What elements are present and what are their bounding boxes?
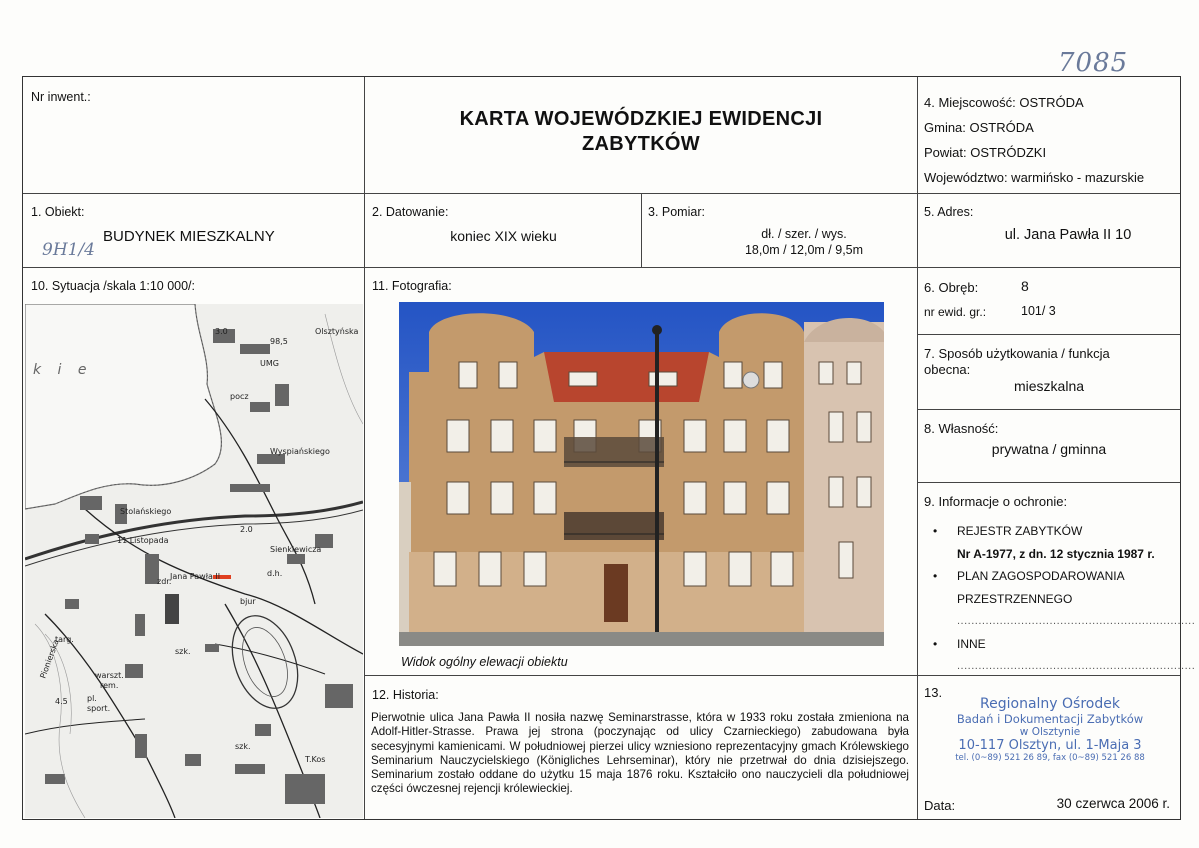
stamp-line-2: Badań i Dokumentacji Zabytków [956, 712, 1144, 726]
pomiar-cell [642, 194, 918, 268]
svg-text:T.Kos: T.Kos [305, 755, 326, 764]
svg-text:2.0: 2.0 [240, 525, 253, 534]
wojewodztwo: Województwo: warmińsko - mazurskie [924, 170, 1145, 185]
pomiar-line-1: dł. / szer. / wys. [761, 227, 847, 241]
situation-map [25, 304, 363, 818]
building-photo [399, 302, 884, 646]
svg-text:4.5: 4.5 [55, 697, 68, 706]
adres-value: ul. Jana Pawła II 10 [1004, 227, 1132, 243]
obiekt-value: BUDYNEK MIESZKALNY [103, 228, 275, 245]
title-cell [365, 77, 918, 194]
bullet-icon: • [933, 524, 938, 538]
datowanie-cell [365, 194, 642, 268]
svg-text:Wyspiańskiego: Wyspiańskiego [270, 447, 330, 456]
handwritten-map-code: 9H1/4 [42, 240, 96, 260]
plan-line-2-row [931, 588, 1195, 611]
section13-label: 13. [924, 685, 943, 700]
historia-label: 12. Historia: [372, 688, 439, 702]
svg-text:k i e: k i e [33, 362, 93, 378]
plan-dotline: ................................................................... [957, 615, 1196, 627]
plan-dotline-row [931, 610, 1195, 633]
obreb-value: 8 [1021, 278, 1029, 294]
obreb-label: 6. Obręb: [924, 280, 979, 295]
title-line-2: ZABYTKÓW [582, 133, 700, 155]
plan-label-2: PRZESTRZENNEGO [957, 591, 1073, 606]
datowanie-label: 2. Datowanie: [372, 205, 449, 219]
svg-text:rem.: rem. [100, 681, 119, 690]
protection-item-register [931, 520, 1195, 543]
protection-item-plan [931, 565, 1195, 588]
photo-drawing [399, 302, 884, 646]
card-title [365, 107, 917, 157]
svg-text:Pionierska: Pionierska [38, 638, 61, 680]
sposob-label-1: 7. Sposób użytkowania / funkcja [924, 346, 1110, 361]
gmina: Gmina: OSTRÓDA [924, 120, 1034, 135]
bullet-icon: • [933, 569, 938, 583]
map-drawing [25, 304, 363, 818]
svg-text:3.0: 3.0 [215, 327, 228, 336]
adres-cell [918, 194, 1180, 268]
inne-label: INNE [957, 636, 986, 651]
svg-text:UMG: UMG [260, 359, 279, 368]
data-label: Data: [924, 798, 956, 813]
svg-text:Jana Pawła II: Jana Pawła II [170, 572, 221, 581]
fotografia-label: 11. Fotografia: [372, 279, 452, 293]
register-detail: Nr A-1977, z dn. 12 stycznia 1987 r. [957, 546, 1155, 561]
svg-text:pl.: pl. [87, 694, 97, 703]
bullet-icon: • [933, 636, 938, 651]
svg-text:bjur: bjur [240, 597, 256, 606]
sytuacja-label: 10. Sytuacja /skala 1:10 000/: [31, 279, 195, 293]
adres-label: 5. Adres: [924, 205, 974, 219]
svg-text:d.h.: d.h. [267, 569, 283, 578]
register-detail-row [931, 543, 1195, 566]
svg-text:targ.: targ. [55, 635, 74, 644]
svg-text:Stolańskiego: Stolańskiego [120, 507, 172, 516]
inventory-number-cell [23, 77, 365, 194]
svg-text:szk.: szk. [175, 647, 191, 656]
svg-text:zdr.: zdr. [157, 577, 172, 586]
sposob-cell [918, 335, 1180, 410]
sposob-label-2: obecna: [924, 362, 971, 377]
inne-dotline: ................................................................... [957, 660, 1196, 672]
svg-text:Sienkiewicza: Sienkiewicza [270, 545, 322, 554]
svg-text:11 Listopada: 11 Listopada [117, 536, 169, 545]
svg-text:warszt.: warszt. [95, 671, 124, 680]
register-label: REJESTR ZABYTKÓW [957, 524, 1083, 538]
svg-text:pocz: pocz [230, 392, 249, 401]
miejscowosc: 4. Miejscowość: OSTRÓDA [924, 95, 1084, 110]
handwritten-number: 7085 [1058, 48, 1129, 78]
ochrona-label: 9. Informacje o ochronie: [924, 494, 1068, 509]
wlasnosc-cell [918, 410, 1180, 483]
wlasnosc-label: 8. Własność: [924, 421, 999, 436]
stamp-line-3: w Olsztynie [1019, 726, 1081, 738]
title-line-1: KARTA WOJEWÓDZKIEJ EWIDENCJI [459, 108, 823, 130]
powiat: Powiat: OSTRÓDZKI [924, 145, 1047, 160]
institution-stamp [940, 696, 1160, 763]
nr-inwent-label: Nr inwent.: [31, 90, 91, 104]
pomiar-label: 3. Pomiar: [648, 205, 705, 219]
protection-list [931, 520, 1195, 678]
nr-ewid-value: 101/ 3 [1021, 304, 1056, 318]
svg-text:szk.: szk. [235, 742, 251, 751]
historia-text: Pierwotnie ulica Jana Pawła II nosiła nazwę Seminarstrasse, która w 1933 roku została zmieniona na Adolf-Hitler-Strasse. Prawa jej strona (poczynając od ulicy Czarnieckiego) zabudowana była secesyjnymi kamienicami. W południowej pierzei ulicy wzniesiono reprezentacyjny gmach Królewskiego Seminarium Nauczycielskiego (Königliches Lehrseminar), który nie przetrwał do dnia dzisiejszego. Seminarium zostało oddane do użytku 15 maja 1876 roku. Kształciło ono nauczycieli dla południowej części ówczesnej rejencji królewieckiej. [371, 711, 909, 796]
svg-text:sport.: sport. [87, 704, 111, 713]
svg-text:98,5: 98,5 [270, 337, 288, 346]
sposob-value: mieszkalna [1013, 378, 1085, 394]
wlasnosc-value: prywatna / gminna [991, 441, 1107, 457]
pomiar-line-2: 18,0m / 12,0m / 9,5m [744, 243, 864, 257]
obreb-cell [918, 268, 1180, 335]
protection-item-other [931, 633, 1195, 656]
svg-text:Olsztyńska: Olsztyńska [315, 327, 359, 336]
data-value: 30 czerwca 2006 r. [1056, 796, 1170, 811]
stamp-line-5: tel. (0~89) 521 26 89, fax (0~89) 521 26 88 [955, 753, 1145, 763]
inne-dotline-row [931, 655, 1195, 678]
stamp-line-1: Regionalny Ośrodek [980, 696, 1120, 712]
location-cell [918, 77, 1180, 194]
stamp-line-4: 10-117 Olsztyn, ul. 1-Maja 3 [958, 738, 1142, 753]
obiekt-label: 1. Obiekt: [31, 205, 85, 219]
plan-label-1: PLAN ZAGOSPODAROWANIA [957, 569, 1125, 583]
photo-caption: Widok ogólny elewacji obiektu [401, 655, 568, 669]
datowanie-value: koniec XIX wieku [450, 228, 557, 244]
nr-ewid-label: nr ewid. gr.: [924, 305, 987, 319]
